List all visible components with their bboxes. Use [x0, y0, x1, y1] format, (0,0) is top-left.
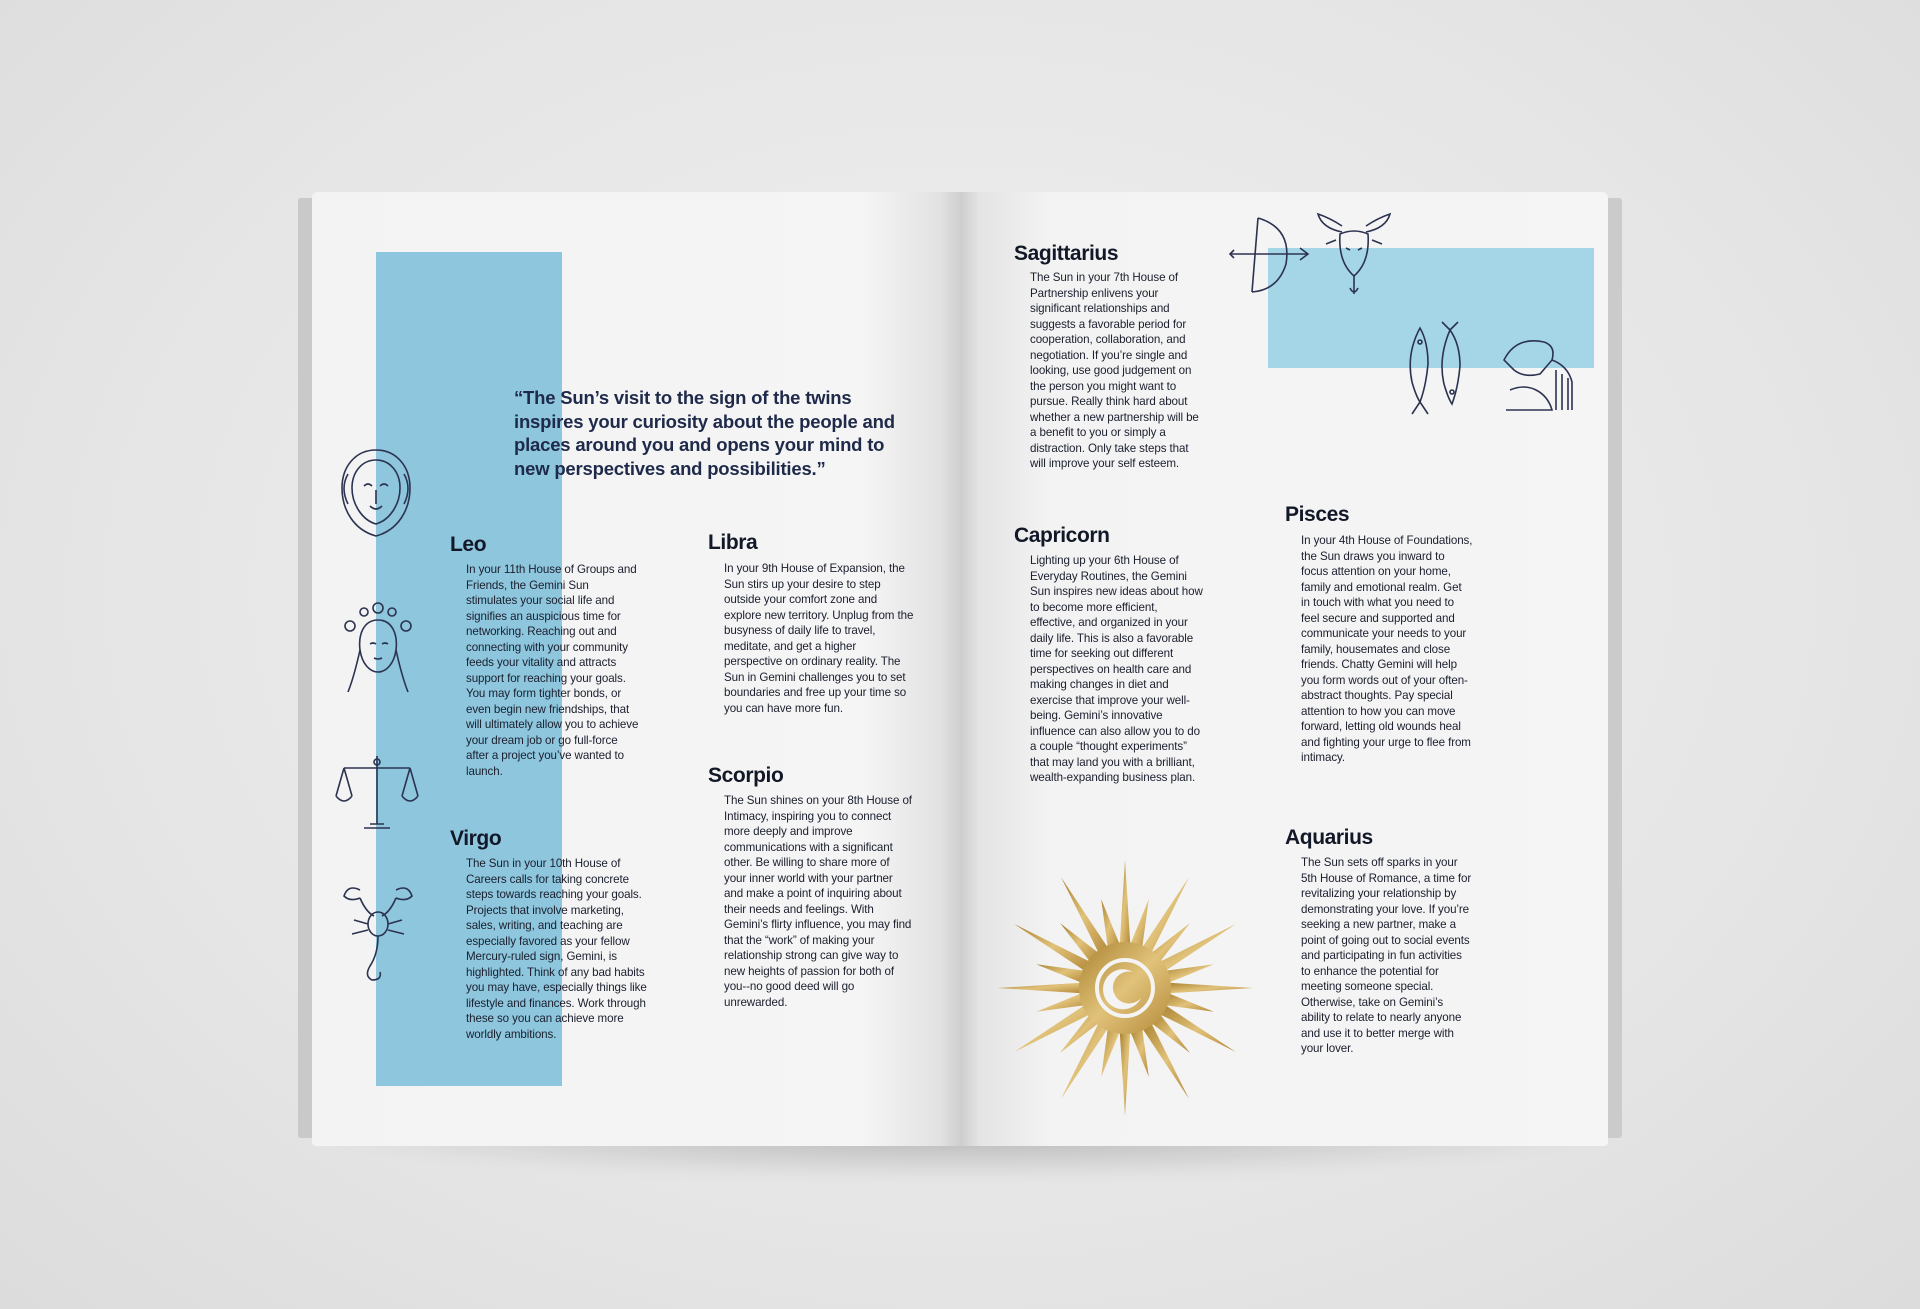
libra-scales-icon [334, 752, 420, 832]
sun-ray [1142, 1023, 1189, 1099]
libra-body: In your 9th House of Expansion, the Sun stirs up your desire to step outside your comfort zone and explore new territory. Unplug from the busyness of daily life to travel, meditate, and get a higher perspective on ordinary reality. The Sun in Gemini challenges you to set boundaries and free up your time so you can have more fun. [724, 562, 914, 715]
sun-ray [997, 983, 1081, 994]
sun-ray [1101, 1028, 1119, 1076]
sun-ray [1142, 877, 1189, 953]
leo-body: In your 11th House of Groups and Friends, the Gemini Sun stimulates your social life and signifies an auspicious time for networking. Reaching out and connecting with your community feeds your vitality and attracts support for reaching your goals. You may form tighter bonds, or even begin new friendships, that will ultimately allow you to achieve your dream job or go full-force after a project you’ve wanted to launch. [466, 563, 639, 778]
libra-title: Libra [708, 531, 758, 554]
capricorn-title: Capricorn [1014, 524, 1110, 547]
lion-icon [336, 444, 416, 540]
water-bearer-icon [1496, 330, 1588, 416]
sun-ray [1165, 964, 1213, 982]
sun-ray [1014, 924, 1090, 971]
sun-ray [1120, 860, 1131, 944]
fish-icon [1396, 320, 1476, 416]
sun-ray [1120, 1032, 1131, 1116]
sun-ray [1014, 1005, 1090, 1052]
sun-ray [1061, 1023, 1108, 1099]
sun-ray [1036, 993, 1084, 1011]
leo-title: Leo [450, 533, 487, 556]
sun-ray [1160, 924, 1236, 971]
scorpion-icon [340, 880, 416, 986]
sun-disc [1079, 942, 1171, 1034]
virgo-maiden-icon [338, 598, 418, 694]
virgo-title: Virgo [450, 827, 502, 850]
archer-bow-icon [1228, 214, 1312, 296]
sagittarius-body: The Sun in your 7th House of Partnership enlivens your significant relationships and suggests a favorable period for cooperation, collaboration, and negotiation. If you’re single and looking, use good judgement on the person you might want to pursue. Really think hard about whether a new partnership will be a benefit to you or simply a distraction. Only take steps that will improve your self esteem. [1030, 271, 1199, 470]
sun-ray [1101, 899, 1119, 947]
sun-moon-icon [995, 838, 1255, 1138]
sun-ray [1130, 1028, 1148, 1076]
capricorn-body: Lighting up your 6th House of Everyday Routines, the Gemini Sun inspires new ideas about how to become more efficient, effective, and organized in your daily life. This is also a favorable time for seeking out different perspectives on health care and making changes in diet and exercise that improve your well-being. Gemini’s innovative influence can also allow you to do a couple “thought experiments” that may land you with a brilliant, wealth-expanding business plan. [1030, 554, 1203, 784]
scorpio-title: Scorpio [708, 764, 784, 787]
goat-icon [1312, 210, 1396, 302]
sun-ray [1165, 993, 1213, 1011]
virgo-body: The Sun in your 10th House of Careers calls for taking concrete steps towards reaching your goals. Projects that involve marketing, sales, writing, and teaching are especially favored as your fellow Mercury-ruled sign, Gemini, is highlighted. Think of any bad habits you may have, especially things like lifestyle and finances. Work through these so you can achieve more worldly ambitions. [466, 857, 647, 1041]
sun-ray [1160, 1005, 1236, 1052]
sagittarius-title: Sagittarius [1014, 242, 1119, 265]
sun-ray [1130, 899, 1148, 947]
sun-ray [1036, 964, 1084, 982]
scorpio-body: The Sun shines on your 8th House of Intimacy, inspiring you to connect more deeply and improve communications with a significant other. Be willing to share more of your inner world with your partner and make a point of inquiring about their needs and feelings. With Gemini’s flirty influence, you may find that the “work” of making your relationship strong can give way to new heights of passion for both of you--no good deed will go unrewarded. [724, 794, 912, 1009]
pisces-body: In your 4th House of Foundations, the Sun draws you inward to focus attention on your home, family and emotional realm. Get in touch with what you need to feel secure and supported and communicate your needs to your family, housemates and close friends. Chatty Gemini will help you form words out of your often-abstract thoughts. Pay special attention to how you can move forward, letting old wounds heal and fighting your urge to flee from intimacy. [1301, 534, 1473, 764]
sun-ray [1061, 877, 1108, 953]
aquarius-title: Aquarius [1285, 826, 1373, 849]
pull-quote: “The Sun’s visit to the sign of the twins inspires your curiosity about the people and places around you and opens your mind to new perspectives and possibilities.” [514, 387, 895, 479]
pisces-title: Pisces [1285, 503, 1350, 526]
aquarius-body: The Sun sets off sparks in your 5th House of Romance, a time for revitalizing your relationship by demonstrating your love. If you’re seeking a new partner, make a point of going out to social events and participating in fun activities to enhance the potential for meeting someone special. Otherwise, take on Gemini’s ability to relate to nearly anyone and use it to better merge with your lover. [1301, 856, 1472, 1055]
sun-ray [1169, 983, 1253, 994]
